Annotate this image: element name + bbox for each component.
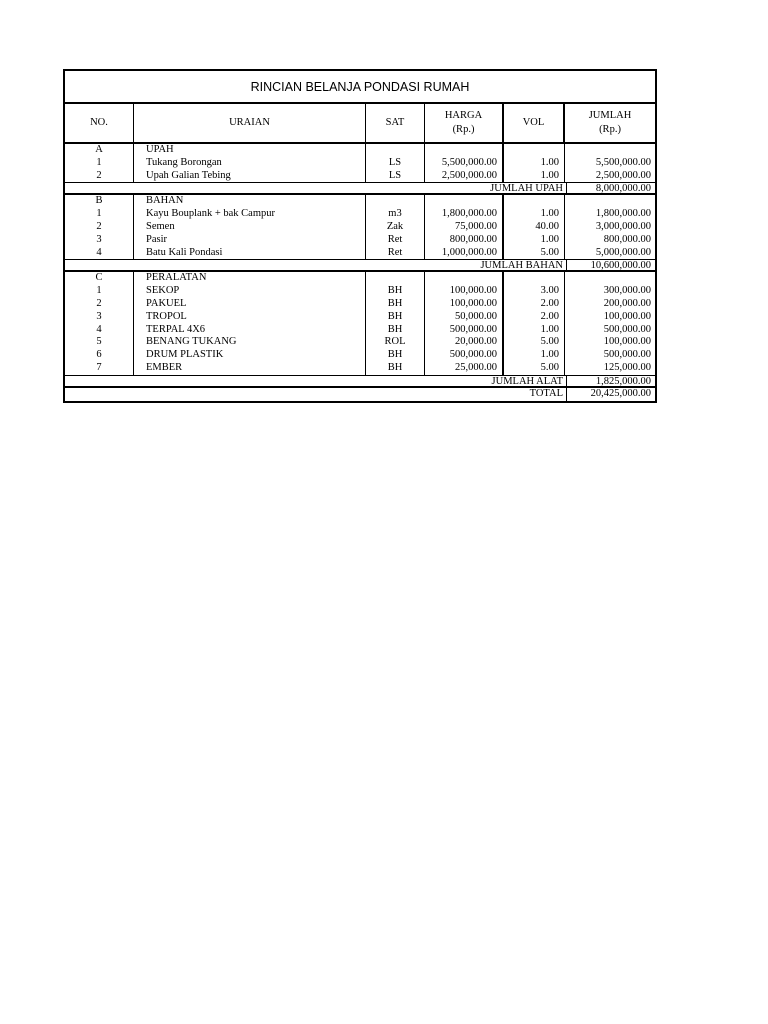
cell-harga bbox=[425, 195, 504, 208]
item-uraian: Semen bbox=[134, 221, 366, 234]
table-row bbox=[65, 311, 655, 324]
item-uraian: PAKUEL bbox=[134, 298, 366, 311]
item-vol: 5.00 bbox=[504, 247, 565, 260]
total-label: TOTAL bbox=[65, 388, 567, 401]
subtotal-row bbox=[65, 259, 655, 272]
item-sat: BH bbox=[366, 285, 425, 298]
cell-jumlah bbox=[565, 144, 655, 157]
item-uraian: BENANG TUKANG bbox=[134, 336, 366, 349]
subtotal-row bbox=[65, 375, 655, 388]
table-row bbox=[65, 247, 655, 260]
item-uraian: Pasir bbox=[134, 234, 366, 247]
table-row bbox=[65, 336, 655, 349]
header-harga-unit: (Rp.) bbox=[452, 124, 475, 135]
item-harga: 1,800,000.00 bbox=[425, 208, 504, 221]
item-vol: 1.00 bbox=[504, 349, 565, 362]
section-name: BAHAN bbox=[134, 195, 366, 208]
item-jumlah: 3,000,000.00 bbox=[595, 220, 651, 232]
cell-sat bbox=[366, 144, 425, 157]
item-uraian: Upah Galian Tebing bbox=[134, 170, 366, 183]
item-no: 2 bbox=[65, 170, 134, 183]
item-vol: 1.00 bbox=[504, 170, 565, 183]
section-code: B bbox=[65, 195, 134, 208]
cell-jumlah bbox=[565, 272, 655, 285]
table-row bbox=[65, 324, 655, 337]
item-uraian: TERPAL 4X6 bbox=[134, 324, 366, 337]
item-jumlah: 100,000.00 bbox=[603, 310, 651, 322]
item-sat: ROL bbox=[366, 336, 425, 349]
header-no: NO. bbox=[65, 104, 134, 142]
item-no: 1 bbox=[65, 208, 134, 221]
header-jumlah-unit: (Rp.) bbox=[599, 124, 621, 135]
item-vol: 3.00 bbox=[504, 285, 565, 298]
item-jumlah: 800,000.00 bbox=[603, 233, 651, 245]
section-upah bbox=[65, 144, 655, 195]
item-no: 3 bbox=[65, 234, 134, 247]
item-jumlah: 2,500,000.00 bbox=[595, 169, 651, 181]
item-uraian: EMBER bbox=[134, 362, 366, 375]
header-sat: SAT bbox=[366, 104, 425, 142]
item-uraian: SEKOP bbox=[134, 285, 366, 298]
item-jumlah: 500,000.00 bbox=[603, 349, 651, 361]
item-harga: 100,000.00 bbox=[425, 298, 504, 311]
item-harga: 800,000.00 bbox=[425, 234, 504, 247]
section-code: A bbox=[65, 144, 134, 157]
item-no: 6 bbox=[65, 349, 134, 362]
total-row bbox=[65, 388, 655, 401]
cell-sat bbox=[366, 195, 425, 208]
table-row bbox=[65, 234, 655, 247]
header-jumlah bbox=[565, 104, 655, 142]
item-vol: 1.00 bbox=[504, 324, 565, 337]
item-no: 4 bbox=[65, 324, 134, 337]
item-jumlah: 500,000.00 bbox=[603, 323, 651, 335]
cell-vol bbox=[504, 195, 565, 208]
table-header-row bbox=[65, 104, 655, 144]
subtotal-value: 1,825,000.00 bbox=[595, 375, 651, 387]
item-jumlah: 200,000.00 bbox=[603, 297, 651, 309]
item-no: 1 bbox=[65, 285, 134, 298]
section-header-row bbox=[65, 195, 655, 208]
item-vol: 2.00 bbox=[504, 298, 565, 311]
item-no: 5 bbox=[65, 336, 134, 349]
item-no: 4 bbox=[65, 247, 134, 260]
item-uraian: DRUM PLASTIK bbox=[134, 349, 366, 362]
item-vol: 40.00 bbox=[504, 221, 565, 234]
item-harga: 75,000.00 bbox=[425, 221, 504, 234]
item-sat: BH bbox=[366, 362, 425, 375]
section-header-row bbox=[65, 272, 655, 285]
item-sat: BH bbox=[366, 324, 425, 337]
budget-table bbox=[63, 69, 657, 403]
table-row bbox=[65, 298, 655, 311]
item-vol: 5.00 bbox=[504, 362, 565, 375]
section-header-row bbox=[65, 144, 655, 157]
item-harga: 500,000.00 bbox=[425, 324, 504, 337]
subtotal-row bbox=[65, 182, 655, 195]
subtotal-value: 10,600,000.00 bbox=[590, 260, 651, 272]
item-harga: 50,000.00 bbox=[425, 311, 504, 324]
table-row bbox=[65, 170, 655, 183]
item-sat: BH bbox=[366, 298, 425, 311]
table-row bbox=[65, 285, 655, 298]
item-sat: LS bbox=[366, 170, 425, 183]
item-sat: Ret bbox=[366, 234, 425, 247]
table-row bbox=[65, 157, 655, 170]
header-harga bbox=[425, 104, 504, 142]
item-sat: m3 bbox=[366, 208, 425, 221]
subtotal-label: JUMLAH BAHAN bbox=[65, 260, 567, 270]
section-code: C bbox=[65, 272, 134, 285]
item-uraian: Kayu Bouplank + bak Campur bbox=[134, 208, 366, 221]
subtotal-label: JUMLAH UPAH bbox=[65, 183, 567, 193]
item-sat: Ret bbox=[366, 247, 425, 260]
item-uraian: TROPOL bbox=[134, 311, 366, 324]
item-vol: 1.00 bbox=[504, 234, 565, 247]
item-harga: 5,500,000.00 bbox=[425, 157, 504, 170]
item-vol: 5.00 bbox=[504, 336, 565, 349]
table-row bbox=[65, 362, 655, 375]
section-peralatan bbox=[65, 272, 655, 387]
cell-harga bbox=[425, 144, 504, 157]
header-vol: VOL bbox=[504, 104, 565, 142]
table-body bbox=[65, 144, 655, 388]
item-jumlah: 125,000.00 bbox=[603, 361, 651, 373]
item-harga: 25,000.00 bbox=[425, 362, 504, 375]
table-title: RINCIAN BELANJA PONDASI RUMAH bbox=[65, 71, 655, 104]
item-no: 1 bbox=[65, 157, 134, 170]
item-no: 7 bbox=[65, 362, 134, 375]
cell-vol bbox=[504, 272, 565, 285]
item-sat: Zak bbox=[366, 221, 425, 234]
item-no: 2 bbox=[65, 221, 134, 234]
item-vol: 1.00 bbox=[504, 157, 565, 170]
item-uraian: Batu Kali Pondasi bbox=[134, 247, 366, 260]
section-name: UPAH bbox=[134, 144, 366, 157]
cell-sat bbox=[366, 272, 425, 285]
header-harga-label: HARGA bbox=[444, 110, 483, 121]
item-sat: LS bbox=[366, 157, 425, 170]
table-row bbox=[65, 349, 655, 362]
item-sat: BH bbox=[366, 311, 425, 324]
item-harga: 100,000.00 bbox=[425, 285, 504, 298]
section-name: PERALATAN bbox=[134, 272, 366, 285]
item-harga: 2,500,000.00 bbox=[425, 170, 504, 183]
item-jumlah: 100,000.00 bbox=[603, 336, 651, 348]
cell-harga bbox=[425, 272, 504, 285]
header-jumlah-label: JUMLAH bbox=[588, 110, 632, 121]
item-jumlah: 5,000,000.00 bbox=[595, 246, 651, 258]
item-harga: 1,000,000.00 bbox=[425, 247, 504, 260]
subtotal-value: 8,000,000.00 bbox=[595, 183, 651, 195]
item-jumlah: 5,500,000.00 bbox=[595, 156, 651, 168]
item-harga: 500,000.00 bbox=[425, 349, 504, 362]
section-bahan bbox=[65, 195, 655, 272]
item-vol: 2.00 bbox=[504, 311, 565, 324]
item-no: 2 bbox=[65, 298, 134, 311]
subtotal-label: JUMLAH ALAT bbox=[65, 376, 567, 386]
table-row bbox=[65, 221, 655, 234]
table-row bbox=[65, 208, 655, 221]
item-no: 3 bbox=[65, 311, 134, 324]
item-sat: BH bbox=[366, 349, 425, 362]
header-uraian: URAIAN bbox=[134, 104, 366, 142]
total-value: 20,425,000.00 bbox=[590, 387, 651, 399]
item-jumlah: 1,800,000.00 bbox=[595, 208, 651, 220]
cell-vol bbox=[504, 144, 565, 157]
cell-jumlah bbox=[565, 195, 655, 208]
item-uraian: Tukang Borongan bbox=[134, 157, 366, 170]
item-jumlah: 300,000.00 bbox=[603, 285, 651, 297]
item-vol: 1.00 bbox=[504, 208, 565, 221]
item-harga: 20,000.00 bbox=[425, 336, 504, 349]
